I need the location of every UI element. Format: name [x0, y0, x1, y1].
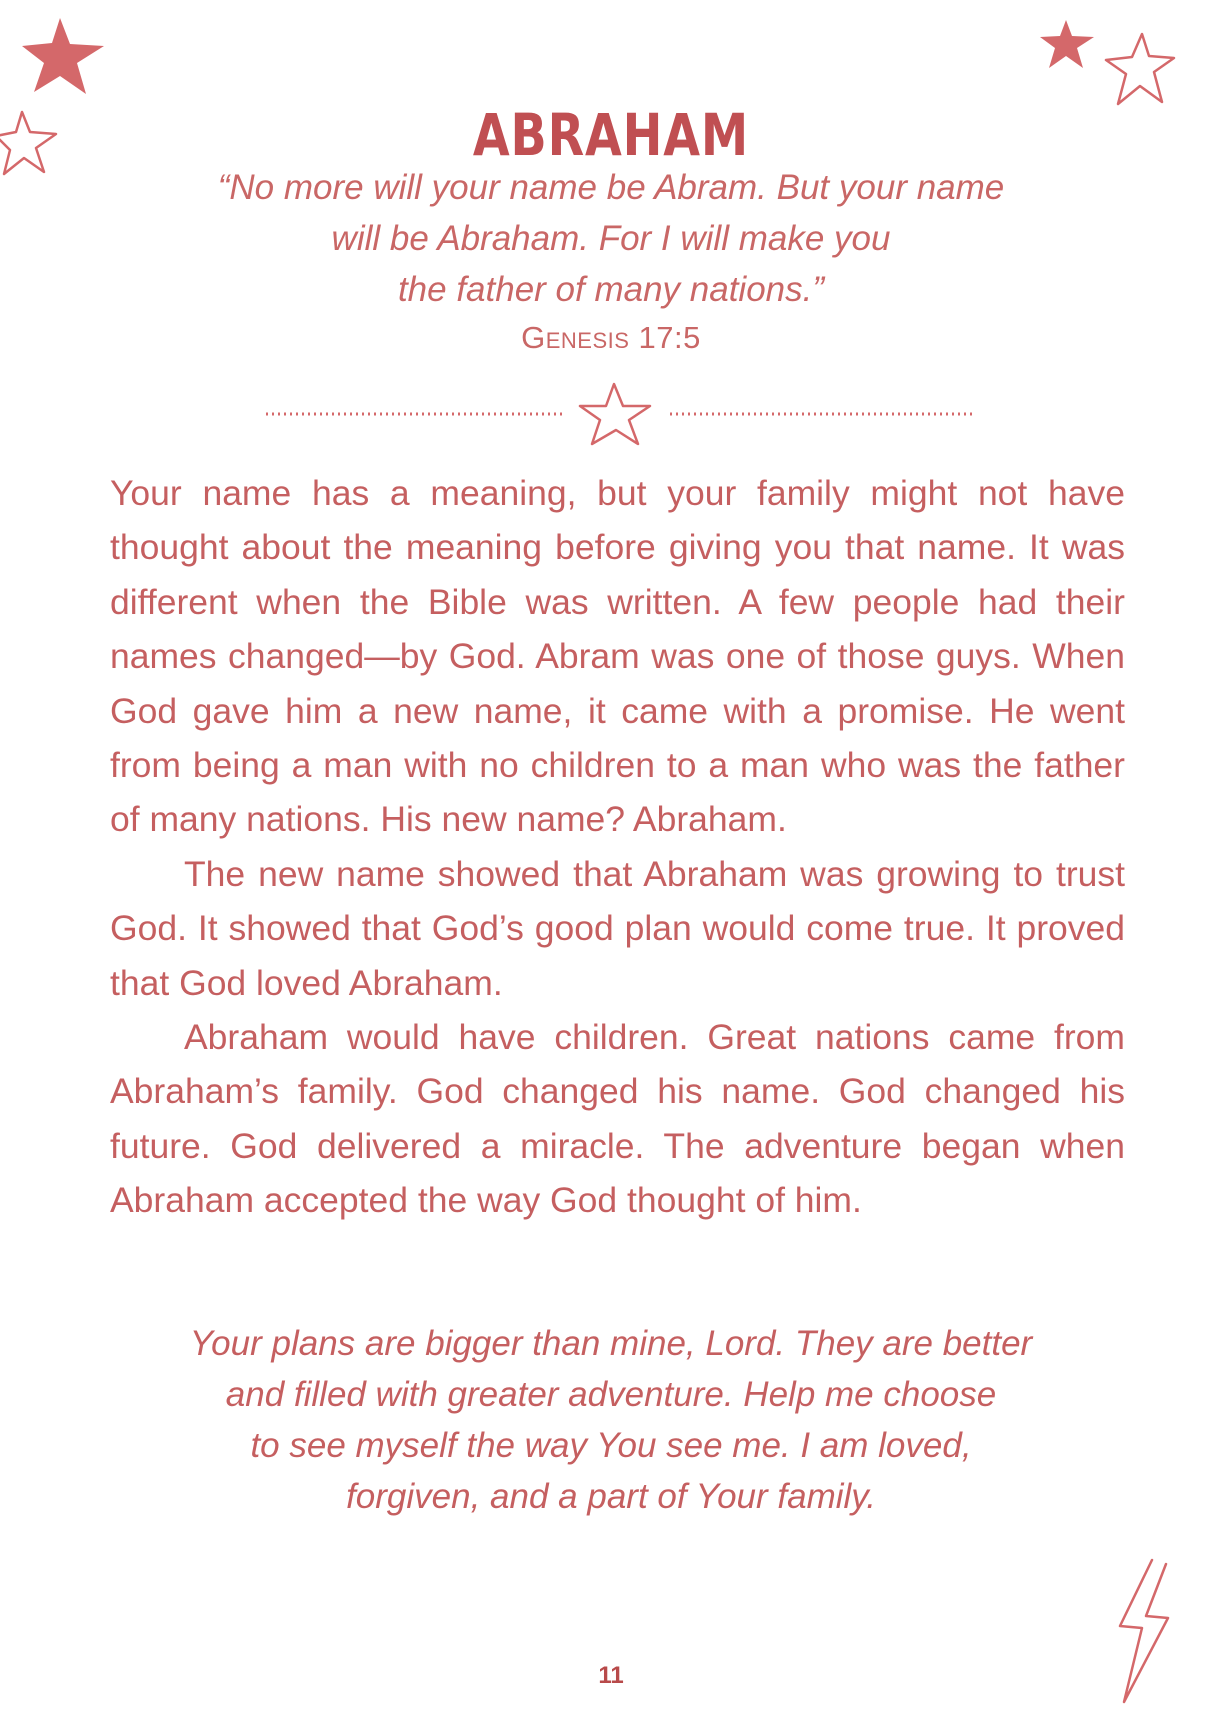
quote-line: “No more will your name be Abram. But your name	[217, 168, 1005, 207]
prayer-line: forgiven, and a part of Your family.	[346, 1477, 876, 1516]
prayer-line: Your plans are bigger than mine, Lord. They are better	[189, 1324, 1033, 1363]
prayer-line: and filled with greater adventure. Help me choose	[225, 1375, 997, 1414]
scripture-reference: Genesis 17:5	[521, 320, 701, 355]
prayer-line: to see myself the way You see me. I am loved,	[250, 1426, 972, 1465]
filled-star-icon	[1040, 18, 1096, 70]
body-paragraph: The new name showed that Abraham was growing to trust God. It showed that God’s good plan would come true. It proved that God loved Abraham.	[110, 853, 1125, 1003]
scripture-quote	[160, 162, 1062, 315]
filled-star-icon	[20, 16, 106, 96]
body-paragraph: Your name has a meaning, but your family might not have thought about the meaning before giving you that name. It was different when the Bible was written. A few people had their names changed—by God. Abram was one of those guys. When God gave him a new name, it came with a promise. He went from being a man with no children to a man who was the father of many nations. His new name? Abraham.	[110, 473, 1125, 840]
page-title: ABRAHAM	[472, 100, 750, 169]
outline-star-icon	[580, 384, 650, 444]
outline-star-icon	[1104, 30, 1178, 108]
quote-line: the father of many nations.”	[397, 270, 825, 309]
body-paragraph: Abraham would have children. Great nations came from Abraham’s family. God changed his name. God changed his future. God delivered a miracle. The adventure began when Abraham accepted the way God thought of him.	[110, 1017, 1125, 1221]
body-text	[110, 466, 1125, 1228]
outline-star-icon	[0, 108, 62, 178]
dotted-divider	[262, 378, 982, 450]
prayer-text	[140, 1318, 1082, 1522]
page-number: 11	[598, 1662, 624, 1689]
quote-line: will be Abraham. For I will make you	[331, 219, 891, 258]
